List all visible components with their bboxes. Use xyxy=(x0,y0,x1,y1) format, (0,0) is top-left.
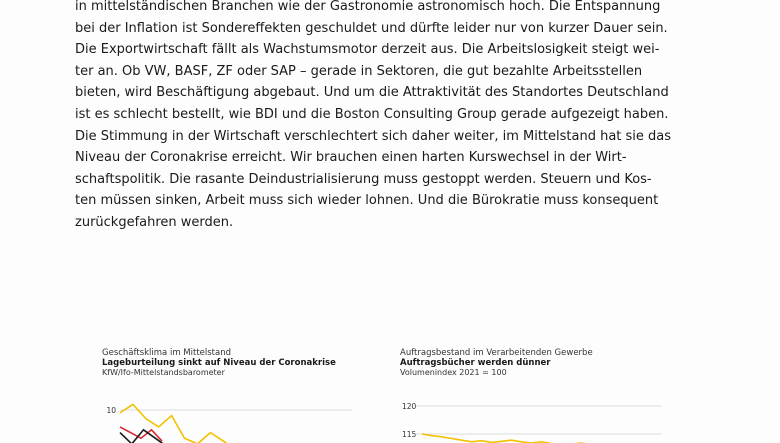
chart-title: Auftragsbestand im Verarbeitenden Gewerbe xyxy=(400,348,593,358)
article-line: zurückgefahren werden. xyxy=(75,214,234,230)
chart-geschaeftsklima xyxy=(102,348,352,443)
article-line: Die Stimmung in der Wirtschaft verschlechtert sich daher weiter, im Mittelstand hat sie das xyxy=(75,128,672,144)
chart-plot xyxy=(102,348,352,443)
article-line: ist es schlecht bestellt, wie BDI und die Boston Consulting Group gerade aufgezeigt haben. xyxy=(75,106,669,122)
chart-subtitle: Lageburteilung sinkt auf Niveau der Coronakrise xyxy=(102,358,336,368)
article-line: Niveau der Coronakrise erreicht. Wir brauchen einen harten Kurswechsel in der Wirt- xyxy=(75,150,627,166)
y-tick-label: 120 xyxy=(402,402,417,411)
article-line: schaftspolitik. Die rasante Deindustrialisierung muss gestoppt werden. Steuern und Kos- xyxy=(75,171,652,187)
y-tick-label: 115 xyxy=(402,430,417,439)
chart-plot xyxy=(400,348,670,443)
article-body xyxy=(75,0,675,234)
article-line: bieten, wird Beschäftigung abgebaut. Und um die Attraktivität des Standortes Deutschland xyxy=(75,85,669,101)
article-line: Die Exportwirtschaft fällt als Wachstumsmotor derzeit aus. Die Arbeitslosigkeit steigt wei- xyxy=(75,42,660,58)
article-line: ter an. Ob VW, BASF, ZF oder SAP – gerade in Sektoren, die gut bezahlte Arbeitsstellen xyxy=(75,63,643,79)
y-tick-label: 10 xyxy=(106,406,116,415)
article-line: in mittelständischen Branchen wie der Gastronomie astronomisch hoch. Die Entspannung xyxy=(75,0,661,14)
article-line: ten müssen sinken, Arbeit muss sich wieder lohnen. Und die Bürokratie muss konsequent xyxy=(75,193,659,209)
chart-source: Volumenindex 2021 = 100 xyxy=(400,368,507,377)
chart-title: Geschäftsklima im Mittelstand xyxy=(102,348,232,358)
chart-source: KfW/Ifo-Mittelstandsbarometer xyxy=(102,368,225,377)
chart-auftragsbestand xyxy=(400,348,670,443)
chart-subtitle: Auftragsbücher werden dünner xyxy=(400,358,551,368)
article-line: bei der Inflation ist Sondereffekten geschuldet und dürfte leider nur von kurzer Dauer sein. xyxy=(75,20,668,36)
